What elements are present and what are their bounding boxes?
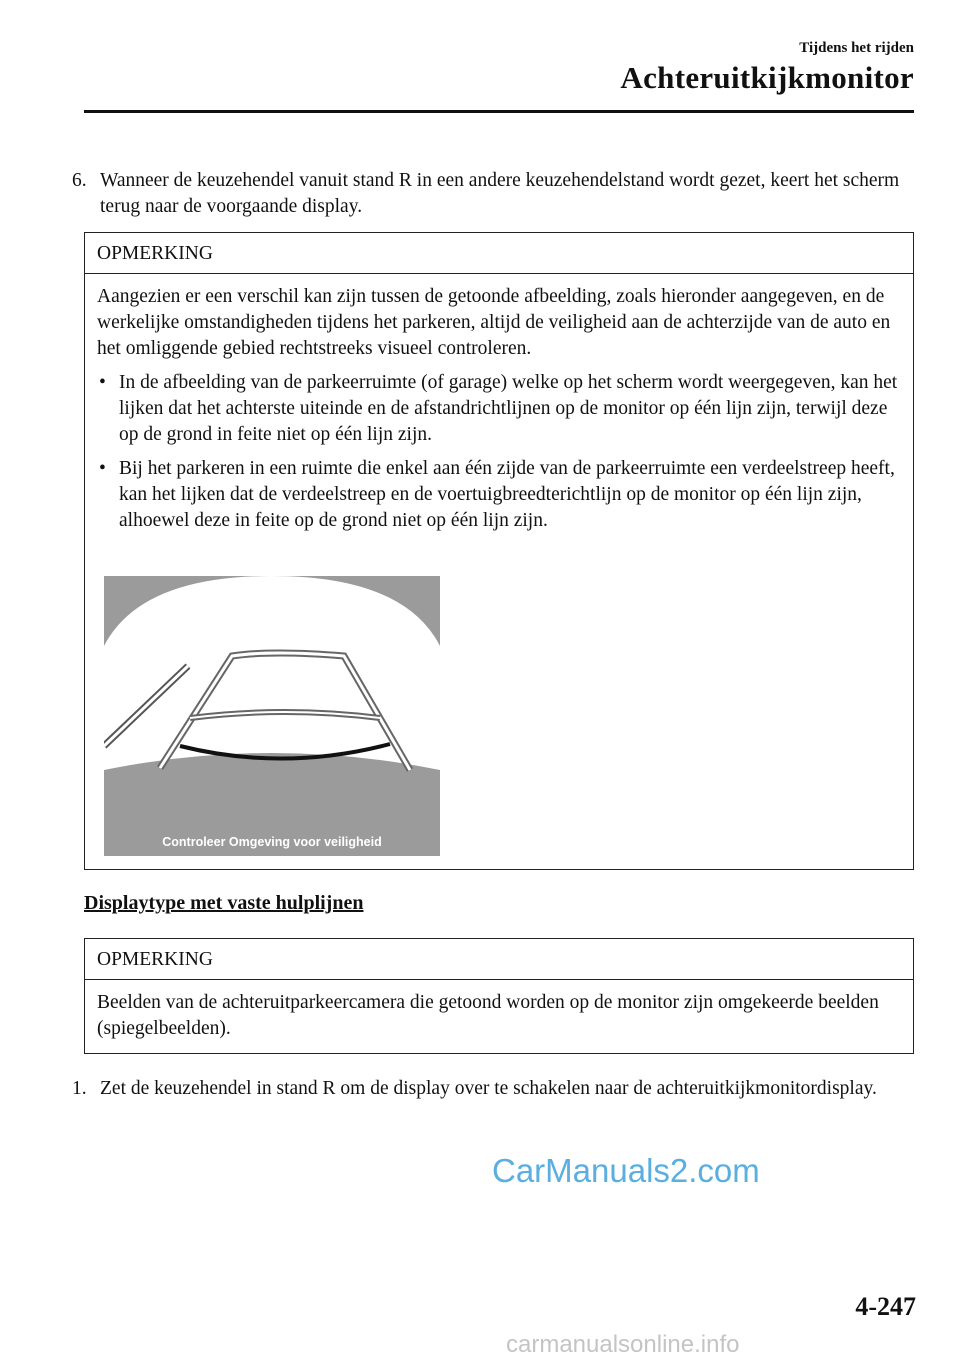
monitor-caption: Controleer Omgeving voor veiligheid — [162, 835, 382, 849]
note-paragraph: Beelden van de achteruitparkeercamera die getoond worden op de monitor zijn omgekeerde beelden (spiegelbeelden). — [97, 992, 879, 1039]
bullet-icon: • — [99, 372, 106, 393]
note-bullet — [97, 370, 901, 448]
step-number: 1. — [72, 1078, 87, 1099]
footer-watermark: carmanualsonline.info — [506, 1331, 740, 1358]
step-number: 6. — [72, 170, 87, 191]
header-divider — [84, 110, 914, 113]
page-number: 4-247 — [855, 1292, 916, 1321]
note-heading: OPMERKING — [85, 233, 913, 274]
section-label: Tijdens het rijden — [799, 40, 914, 56]
note-paragraph: Aangezien er een verschil kan zijn tussen de getoonde afbeelding, zoals hieronder aangegeven, en de werkelijke omstandigheden tijdens het parkeren, altijd de veiligheid aan de achterzijde van de auto en het omliggende gebied rechtstreeks visueel controleren. — [97, 286, 891, 359]
step-1 — [72, 1076, 912, 1102]
note-box-2 — [84, 938, 914, 1054]
note-heading: OPMERKING — [85, 939, 913, 980]
section-subheading: Displaytype met vaste hulplijnen — [84, 892, 364, 914]
step-6 — [72, 168, 912, 220]
note-bullet — [97, 456, 901, 534]
note-body — [85, 274, 913, 546]
bullet-text: In de afbeelding van de parkeerruimte (of garage) welke op het scherm wordt weergegeven, kan het lijken dat het achterste uiteinde en de afstandrichtlijnen op de monitor op één lijn zijn, terwijl deze op de grond in feite niet op één lijn zijn. — [119, 372, 898, 445]
page-title: Achteruitkijkmonitor — [620, 60, 914, 95]
step-text: Zet de keuzehendel in stand R om de display over te schakelen naar de achteruitkijkmonitordisplay. — [100, 1078, 877, 1099]
note-body — [85, 980, 913, 1054]
rearview-monitor-illustration — [104, 576, 440, 856]
bullet-text: Bij het parkeren in een ruimte die enkel aan één zijde van de parkeerruimte een verdeelstreep heeft, kan het lijken dat de verdeelstreep en de voertuigbreedterichtlijn op de monitor op één lijn zijn, alhoewel deze in feite op de grond niet op één lijn zijn. — [119, 458, 895, 531]
step-text: Wanneer de keuzehendel vanuit stand R in een andere keuzehendelstand wordt gezet, keert het scherm terug naar de voorgaande display. — [100, 170, 900, 217]
watermark-logo: CarManuals2.com — [492, 1152, 760, 1189]
bullet-icon: • — [99, 458, 106, 479]
